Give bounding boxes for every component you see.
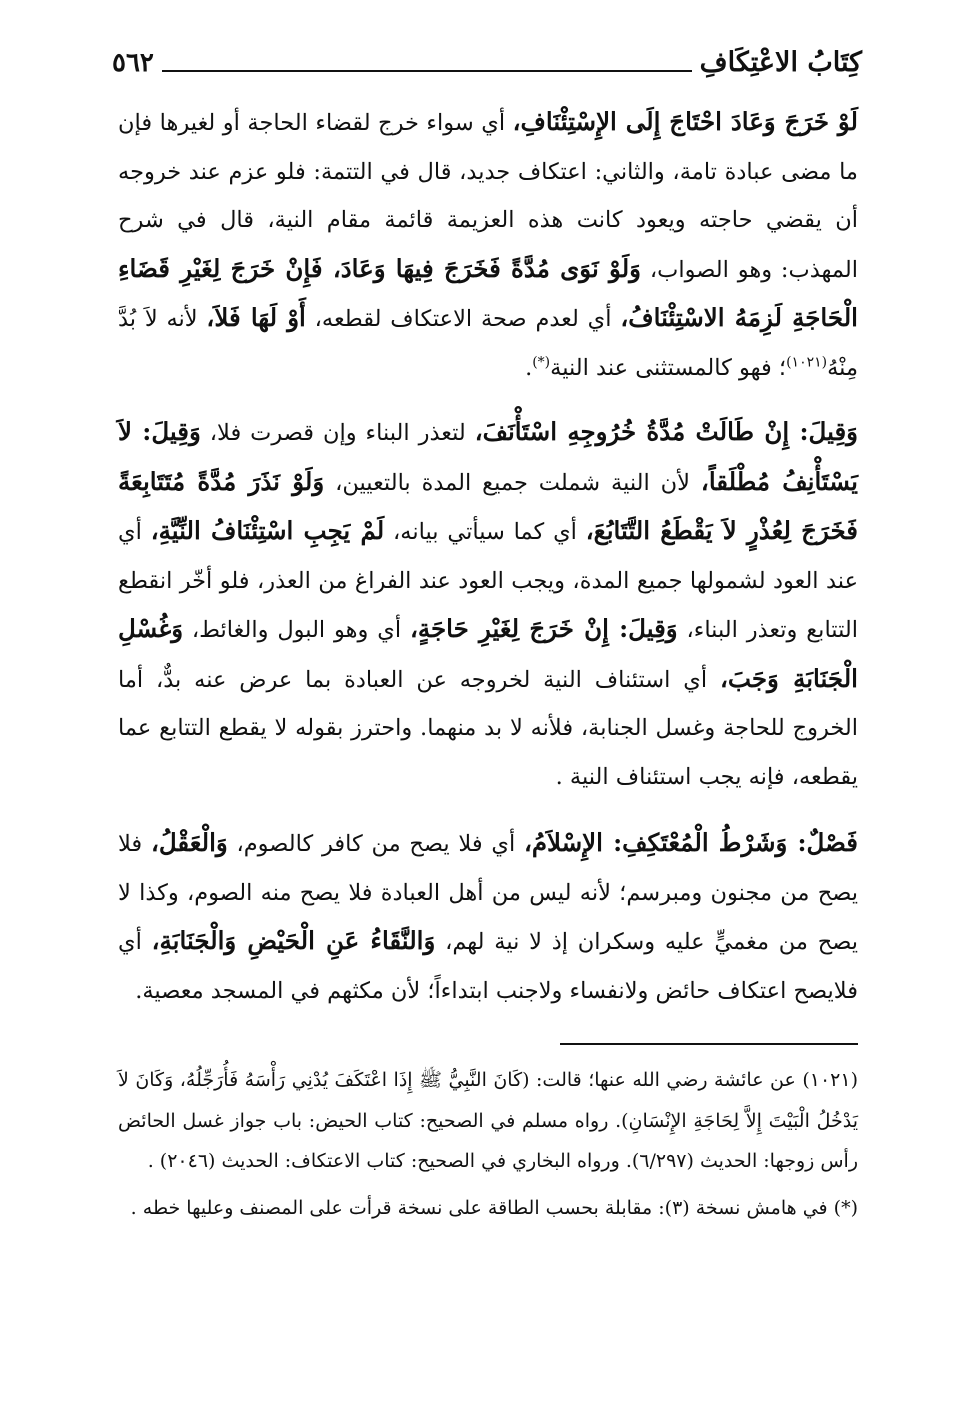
- commentary-text: لأن النية شملت جميع المدة بالتعيين،: [324, 469, 701, 496]
- commentary-text: أي فلايصح اعتكاف حائض ولانفساء ولاجنب ابتداءاً؛ لأن مكثهم في المسجد معصية.: [118, 929, 858, 1004]
- footnote: (١٠٢١) عن عائشة رضي الله عنها؛ قالت: (كَانَ النَّبِيُّ ﷺ إِذَا اعْتَكَفَ يُدْنِي رَأْسَهُ فَأُرَجِّلُهُ، وَكَانَ لاَ يَدْخُلُ الْبَيْتَ إِلاَّ لِحَاجَةِ الإِنْسَانِ). رواه مسلم في الصحيح: كتاب الحيض: باب جواز غسل الحائض رأس زوجها: الحديث (٦/٢٩٧). ورواه البخاري في الصحيح: كتاب الاعتكاف: الحديث (٢٠٤٦) .: [118, 1069, 858, 1172]
- commentary-text: .: [525, 354, 533, 381]
- matn-text: وَقِيلَ: لاَ يَسْتَأْنِفُ مُطْلَقاً،: [118, 417, 858, 496]
- footnote-marker: (*): [532, 354, 551, 370]
- paragraph: [118, 98, 858, 392]
- commentary-text: أي وهو البول والغائط،: [183, 617, 410, 643]
- footnotes: [118, 1060, 858, 1234]
- paragraph: [118, 819, 858, 1015]
- footnote-separator: [560, 1043, 858, 1045]
- page-header: [112, 40, 862, 80]
- commentary-text: أي لعدم صحة الاعتكاف لقطعه،: [305, 306, 621, 332]
- paragraph: [118, 408, 858, 801]
- footnote-marker: (١٠٢١): [786, 354, 828, 370]
- commentary-text: أي استئناف النية لخروجه عن العبادة بما عرض عنه بدٌّ، أما الخروج للحاجة وغسل الجنابة، فلأنه لا بد منهما. واحترز بقوله لا يقطع التتابع عما يقطعه، فإنه يجب استئناف النية .: [118, 666, 858, 790]
- matn-text: وَقِيلَ: إِنْ خَرَجَ لِغَيْرِ حَاجَةٍ،: [409, 614, 678, 643]
- matn-text: وَالْعَقْلُ،: [150, 828, 228, 857]
- footnote: (*) في هامش نسخة (٣): مقابلة بحسب الطاقة على نسخة قرأت على المصنف وعليها خطه .: [130, 1196, 858, 1219]
- matn-text: وَلَوْ نَذَرَ مُدَّةً مُتَتَابِعَةً فَخَرَجَ لِعُذْرٍ لاَ يَقْطَعُ التَّتَابُعَ،: [118, 466, 858, 545]
- matn-text: وَقِيلَ: إِنْ طَالَتْ مُدَّةُ خُرُوجِهِ اسْتَأْنَفَ،: [474, 417, 859, 446]
- matn-text: أَوْ لَهَا فَلاَ،: [206, 303, 306, 332]
- matn-text: وَالنَّقَاءُ عَنِ الْحَيْضِ وَالْجَنَابَةِ،: [151, 926, 436, 955]
- commentary-text: أي سواء خرج لقضاء الحاجة أو لغيرها فإن ما مضى عبادة تامة، والثاني: اعتكاف جديد، قال في التتمة: فلو عزم عند خروجه أن يقضي حاجته ويعود كانت هذه العزيمة قائمة مقام النية، قال في شرح المهذب: وهو الصواب،: [118, 110, 858, 283]
- commentary-text: أي عند العود لشمولها جميع المدة، ويجب العود عند الفراغ من العذر، فلو أخّر انقطع التتابع وتعذر البناء،: [118, 519, 858, 643]
- running-title: كِتَابُ الاعْتِكَافِ: [699, 47, 862, 78]
- page-number: ٥٦٢: [112, 48, 154, 78]
- commentary-text: ؛ فهو كالمستثنى عند النية: [550, 354, 787, 381]
- matn-text: لَوْ خَرَجَ وَعَادَ احْتَاجَ إِلَى الإِسْتِئْنَافِ،: [512, 107, 859, 136]
- main-text: [118, 98, 858, 1033]
- commentary-text: فلا يصح من مجنون ومبرسم؛ لأنه ليس من أهل العبادة فلا يصح منه الصوم، وكذا لا يصح من مغميٍّ عليه وسكران إذ لا نية لهم،: [118, 831, 858, 955]
- matn-text: لَمْ يَجِبِ اسْتِئْنَافُ النِّيَّةِ،: [150, 516, 385, 545]
- commentary-text: لأنه لاَ بُدَّ مِنْهُ: [118, 306, 858, 381]
- matn-text: وَلَوْ نَوَى مُدَّةً فَخَرَجَ فِيهَا وَعَادَ، فَإِنْ خَرَجَ لِغَيْرِ قَضَاءِ الْحَاجَةِ لَزِمَهُ الاسْتِئْنَافُ،: [118, 253, 858, 332]
- commentary-text: أي فلا يصح من كافر كالصوم،: [227, 831, 524, 857]
- matn-text: فَصْلٌ: وَشَرْطُ الْمُعْتَكِفِ: الإِسْلاَمُ،: [523, 828, 858, 857]
- header-rule: [162, 70, 692, 72]
- commentary-text: أي كما سيأتي بيانه،: [384, 519, 586, 545]
- commentary-text: لتعذر البناء وإن قصرت فلا،: [200, 420, 475, 446]
- matn-text: وَغُسْلِ الْجَنَابَةِ وَجَبَ،: [118, 614, 858, 693]
